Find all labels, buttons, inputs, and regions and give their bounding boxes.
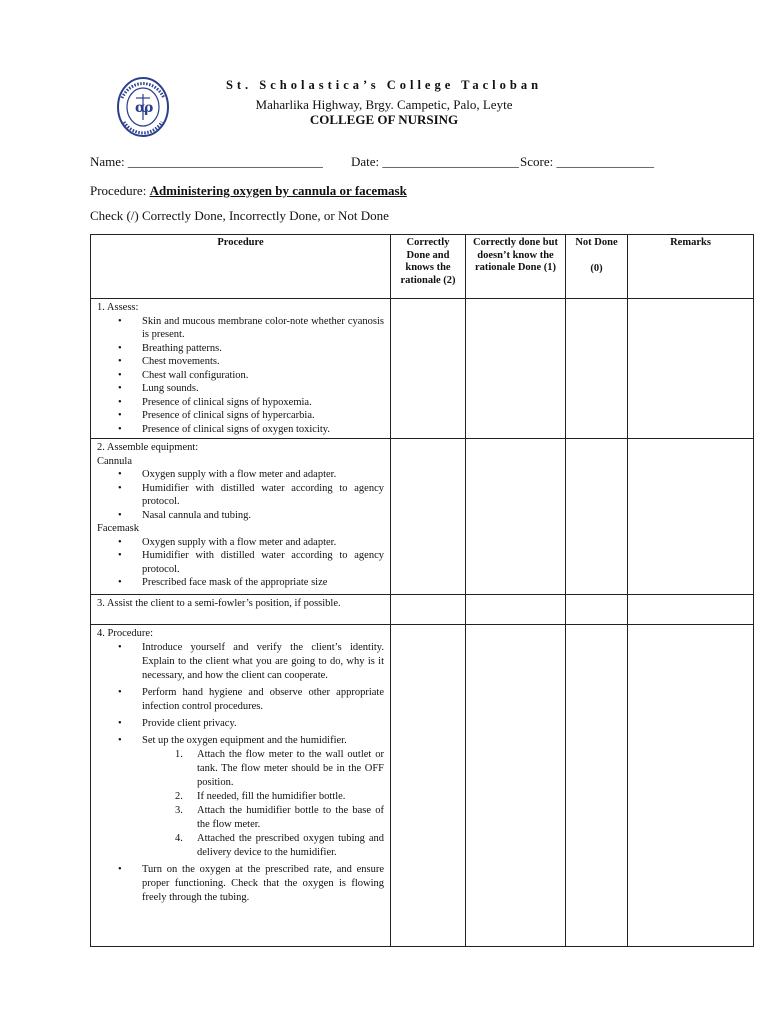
list-item: • Humidifier with distilled water according to agency protocol. xyxy=(142,549,384,576)
check-cell[interactable] xyxy=(566,625,628,947)
svg-text:ρ: ρ xyxy=(144,100,154,116)
list-item: • Set up the oxygen equipment and the humidifier. xyxy=(142,734,384,748)
institution-address: Maharlika Highway, Brgy. Campetic, Palo, Leyte xyxy=(255,97,513,112)
score-field[interactable]: Score: _______________ xyxy=(520,154,654,169)
date-field[interactable]: Date: _____________________ xyxy=(351,154,519,169)
remarks-cell[interactable] xyxy=(628,439,754,595)
header-correct: Correctly Done and knows the rationale (2) xyxy=(391,235,466,299)
procedure-title: Administering oxygen by cannula or facemask xyxy=(149,183,407,198)
check-cell[interactable] xyxy=(566,299,628,439)
check-instruction: Check (/) Correctly Done, Incorrectly Done, or Not Done xyxy=(90,208,389,223)
sub-text: Attach the humidifier bottle to the base of the flow meter. xyxy=(197,805,384,830)
list-item: • Chest movements. xyxy=(142,355,384,369)
cannula-label: Cannula xyxy=(97,455,132,467)
assemble-title: 2. Assemble equipment: xyxy=(97,442,199,453)
check-cell[interactable] xyxy=(391,439,466,595)
list-item: • Breathing patterns. xyxy=(142,342,384,356)
sub-number: 3. xyxy=(175,805,183,816)
sub-list-item xyxy=(175,790,384,804)
check-cell[interactable] xyxy=(466,439,566,595)
list-item: • Skin and mucous membrane color-note whether cyanosis is present. xyxy=(142,315,384,342)
list-item: • Presence of clinical signs of hypercarbia. xyxy=(142,409,384,423)
procedure-cell xyxy=(91,625,391,947)
header-not-done xyxy=(566,235,628,299)
remarks-cell[interactable] xyxy=(628,595,754,625)
assess-title: 1. Assess: xyxy=(97,302,139,313)
list-item: • Perform hand hygiene and observe other appropriate infection control procedures. xyxy=(142,686,384,714)
list-item: • Presence of clinical signs of oxygen toxicity. xyxy=(142,423,384,437)
header-not-done-label: Not Done xyxy=(575,237,618,248)
list-item: • Introduce yourself and verify the client’s identity. Explain to the client what you are going to do, why is it necessary, and how the client can cooperate. xyxy=(142,641,384,683)
table-row xyxy=(91,625,754,947)
check-cell[interactable] xyxy=(466,625,566,947)
assess-cell xyxy=(91,299,391,439)
list-item: • Presence of clinical signs of hypoxemia. xyxy=(142,396,384,410)
assist-cell xyxy=(91,595,391,625)
header-correct-no-rationale: Correctly done but doesn’t know the rationale Done (1) xyxy=(466,235,566,299)
list-item: • Turn on the oxygen at the prescribed rate, and ensure proper functioning. Check that the oxygen is flowing freely through the tubing. xyxy=(142,863,384,905)
check-cell[interactable] xyxy=(566,595,628,625)
check-cell[interactable] xyxy=(466,595,566,625)
table-row xyxy=(91,595,754,625)
svg-text:α: α xyxy=(135,100,146,116)
check-cell[interactable] xyxy=(566,439,628,595)
facemask-label: Facemask xyxy=(97,523,139,534)
sub-list-item xyxy=(175,832,384,860)
sub-list-item xyxy=(175,748,384,790)
remarks-cell[interactable] xyxy=(628,625,754,947)
table-row xyxy=(91,299,754,439)
list-item: • Chest wall configuration. xyxy=(142,369,384,383)
header-not-done-score: (0) xyxy=(590,262,603,274)
name-field[interactable]: Name: ______________________________ xyxy=(90,154,323,169)
check-cell[interactable] xyxy=(391,595,466,625)
list-item: • Oxygen supply with a flow meter and adapter. xyxy=(142,468,384,482)
check-cell[interactable] xyxy=(466,299,566,439)
list-item: • Humidifier with distilled water according to agency protocol. xyxy=(142,482,384,509)
list-item: • Nasal cannula and tubing. xyxy=(142,509,384,523)
sub-text: If needed, fill the humidifier bottle. xyxy=(197,791,346,802)
college-name: COLLEGE OF NURSING xyxy=(309,112,459,127)
table-row xyxy=(91,439,754,595)
procedure-line xyxy=(90,183,407,199)
assemble-cell xyxy=(91,439,391,595)
list-item: • Lung sounds. xyxy=(142,382,384,396)
sub-list-item xyxy=(175,804,384,832)
assist-text: 3. Assist the client to a semi-fowler’s position, if possible. xyxy=(97,598,341,609)
check-cell[interactable] xyxy=(391,299,466,439)
list-item: • Oxygen supply with a flow meter and adapter. xyxy=(142,536,384,550)
header-procedure: Procedure xyxy=(91,235,391,299)
header-row xyxy=(91,235,754,299)
procedure-step-title: 4. Procedure: xyxy=(97,628,153,639)
checklist-table xyxy=(90,234,754,947)
institution-name: St. Scholastica’s College Tacloban xyxy=(225,78,543,92)
sub-number: 4. xyxy=(175,833,183,844)
sub-text: Attached the prescribed oxygen tubing and delivery device to the humidifier. xyxy=(197,833,384,858)
sub-number: 2. xyxy=(175,791,183,802)
remarks-cell[interactable] xyxy=(628,299,754,439)
header-remarks: Remarks xyxy=(628,235,754,299)
sub-number: 1. xyxy=(175,749,183,760)
sub-text: Attach the flow meter to the wall outlet or tank. The flow meter should be in the OFF position. xyxy=(197,749,384,788)
check-cell[interactable] xyxy=(391,625,466,947)
list-item: • Prescribed face mask of the appropriate size xyxy=(142,576,384,590)
procedure-label: Procedure: xyxy=(90,183,147,198)
list-item: • Provide client privacy. xyxy=(142,717,384,731)
